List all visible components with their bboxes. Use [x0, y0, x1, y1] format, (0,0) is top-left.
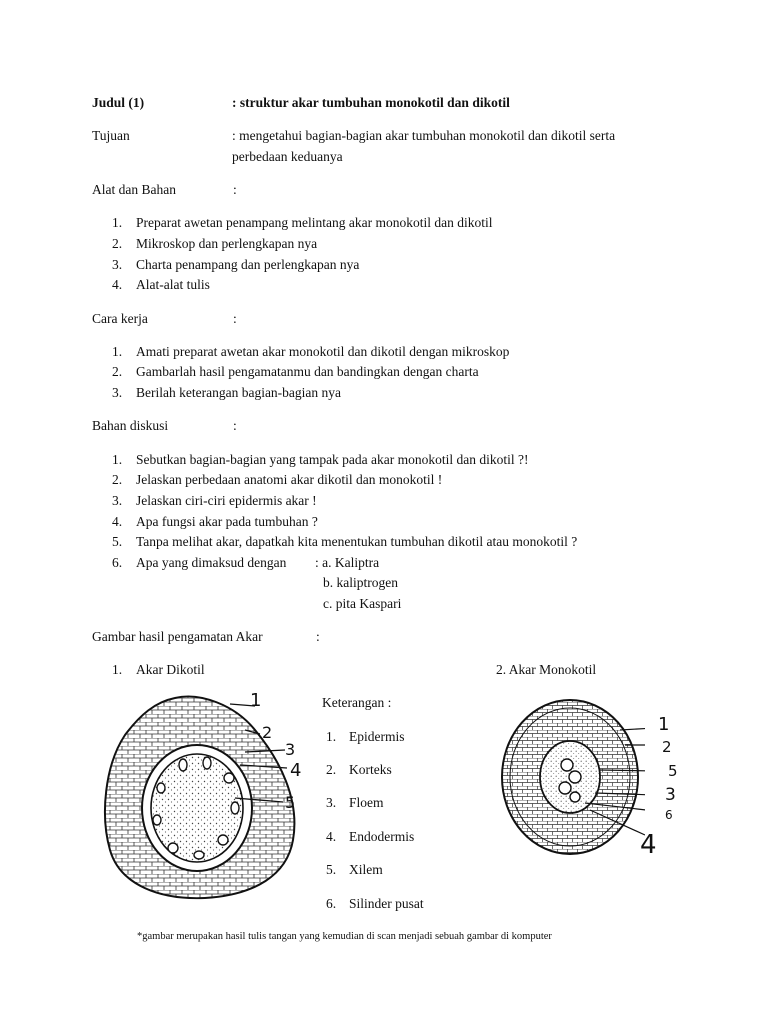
- tujuan-line-1: : mengetahui bagian-bagian akar tumbuhan monokotil dan dikotil serta: [232, 128, 616, 143]
- diskusi-num: 6.: [112, 555, 123, 570]
- gambar-colon: :: [316, 629, 320, 644]
- diskusi-num: 1.: [112, 452, 123, 467]
- diskusi-colon: :: [233, 418, 237, 433]
- dikotil-label-1: 1: [250, 690, 262, 711]
- cara-num: 3.: [112, 385, 123, 400]
- judul-label: Judul (1): [92, 95, 145, 110]
- cara-item: Berilah keterangan bagian-bagian nya: [136, 385, 342, 400]
- keterangan-item: Korteks: [349, 762, 392, 777]
- keterangan-num: 1.: [326, 729, 337, 744]
- diskusi-item: Apa fungsi akar pada tumbuhan ?: [136, 514, 318, 529]
- keterangan-item: Endodermis: [349, 829, 415, 844]
- dikotil-label-4: 4: [290, 760, 302, 781]
- keterangan-num: 2.: [326, 762, 337, 777]
- alat-item: Charta penampang dan perlengkapan nya: [136, 257, 360, 272]
- monokotil-label-4: 4: [640, 830, 657, 860]
- cara-item: Gambarlah hasil pengamatanmu dan bandingkan dengan charta: [136, 364, 479, 379]
- cara-label: Cara kerja: [92, 311, 148, 326]
- diskusi-num: 4.: [112, 514, 123, 529]
- diskusi-sub-item: b. kaliptrogen: [323, 575, 398, 590]
- diskusi-num: 2.: [112, 472, 123, 487]
- gambar-label: Gambar hasil pengamatan Akar: [92, 629, 263, 644]
- diskusi-num: 3.: [112, 493, 123, 508]
- monokotil-label-1: 1: [658, 714, 670, 735]
- keterangan-num: 5.: [326, 862, 337, 877]
- dikotil-root-drawing: [95, 690, 305, 905]
- alat-num: 1.: [112, 215, 123, 230]
- dikotil-label-5: 5: [285, 793, 296, 812]
- tujuan-label: Tujuan: [92, 128, 130, 143]
- keterangan-num: 6.: [326, 896, 337, 911]
- monokotil-label-6: 6: [665, 808, 673, 822]
- alat-label: Alat dan Bahan: [92, 182, 176, 197]
- monokotil-label-5: 5: [668, 762, 678, 780]
- cara-colon: :: [233, 311, 237, 326]
- cara-num: 1.: [112, 344, 123, 359]
- diskusi-item: Jelaskan perbedaan anatomi akar dikotil dan monokotil !: [136, 472, 443, 487]
- alat-num: 4.: [112, 277, 123, 292]
- alat-item: Mikroskop dan perlengkapan nya: [136, 236, 318, 251]
- keterangan-item: Epidermis: [349, 729, 405, 744]
- diskusi-sub-item: : a. Kaliptra: [315, 555, 380, 570]
- keterangan-item: Silinder pusat: [349, 896, 424, 911]
- dikotil-stele-inner: [151, 754, 243, 862]
- diskusi-item: Tanpa melihat akar, dapatkah kita menentukan tumbuhan dikotil atau monokotil ?: [136, 534, 578, 549]
- keterangan-item: Floem: [349, 795, 384, 810]
- dikotil-num: 1.: [112, 662, 123, 677]
- diskusi-num: 5.: [112, 534, 123, 549]
- alat-item: Alat-alat tulis: [136, 277, 210, 292]
- cara-num: 2.: [112, 364, 123, 379]
- dikotil-label-3: 3: [285, 740, 296, 759]
- tujuan-line-2: perbedaan keduanya: [232, 149, 343, 164]
- keterangan-title: Keterangan :: [322, 695, 392, 710]
- alat-item: Preparat awetan penampang melintang akar monokotil dan dikotil: [136, 215, 493, 230]
- judul-value: : struktur akar tumbuhan monokotil dan dikotil: [232, 95, 510, 110]
- diskusi-item: Jelaskan ciri-ciri epidermis akar !: [136, 493, 317, 508]
- alat-num: 2.: [112, 236, 123, 251]
- monokotil-title: 2. Akar Monokotil: [496, 662, 597, 677]
- keterangan-item: Xilem: [349, 862, 383, 877]
- dikotil-label-2: 2: [262, 723, 273, 742]
- monokotil-root-drawing: [495, 695, 645, 870]
- monokotil-label-3: 3: [665, 785, 676, 805]
- monokotil-label-2: 2: [662, 738, 672, 756]
- alat-num: 3.: [112, 257, 123, 272]
- dikotil-title: Akar Dikotil: [136, 662, 205, 677]
- cara-item: Amati preparat awetan akar monokotil dan dikotil dengan mikroskop: [136, 344, 510, 359]
- keterangan-num: 3.: [326, 795, 337, 810]
- keterangan-num: 4.: [326, 829, 337, 844]
- footnote: *gambar merupakan hasil tulis tangan yang kemudian di scan menjadi sebuah gambar di komputer: [137, 931, 552, 942]
- alat-colon: :: [233, 182, 237, 197]
- diskusi-item: Apa yang dimaksud dengan: [136, 555, 287, 570]
- diskusi-item: Sebutkan bagian-bagian yang tampak pada akar monokotil dan dikotil ?!: [136, 452, 529, 467]
- diskusi-label: Bahan diskusi: [92, 418, 169, 433]
- diskusi-sub-item: c. pita Kaspari: [323, 596, 402, 611]
